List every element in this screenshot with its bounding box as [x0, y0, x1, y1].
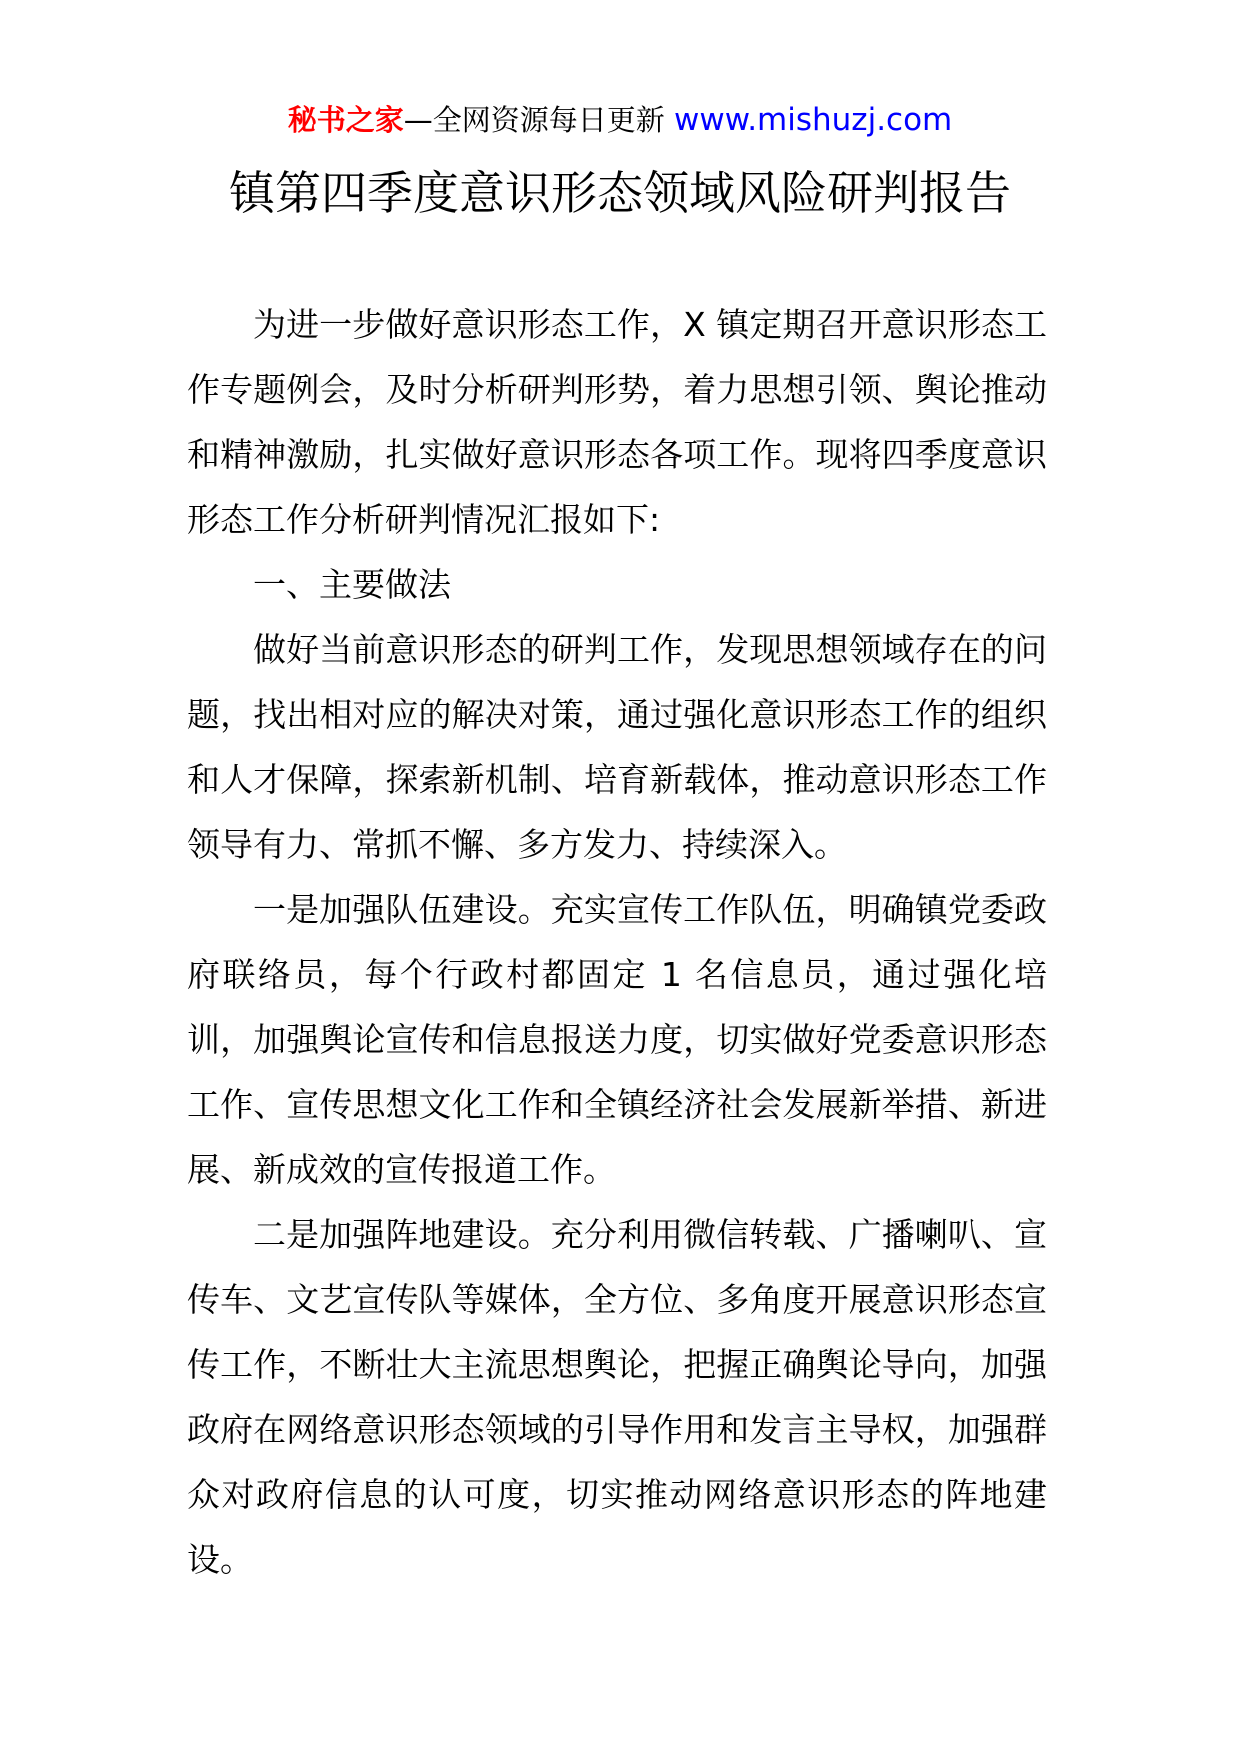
paragraph-platform-building: 二是加强阵地建设。充分利用微信转载、广播喇叭、宣传车、文艺宣传队等媒体，全方位、多角度开展意识形态宣传工作，不断壮大主流思想舆论，把握正确舆论导向，加强政府在网络意识形态领域的引导作用和发言主导权，加强群众对政府信息的认可度，切实推动网络意识形态的阵地建设。 [187, 1215, 1047, 1579]
document-title: 镇第四季度意识形态领域风险研判报告 [229, 166, 1011, 220]
site-header [0, 100, 1240, 140]
document-body [187, 292, 1047, 1592]
paragraph-intro: 为进一步做好意识形态工作，X 镇定期召开意识形态工作专题例会，及时分析研判形势，着力思想引领、舆论推动和精神激励，扎实做好意识形态各项工作。现将四季度意识形态工作分析研判情况汇报如下: [187, 305, 1047, 539]
paragraph-overview: 做好当前意识形态的研判工作，发现思想领域存在的问题，找出相对应的解决对策，通过强化意识形态工作的组织和人才保障，探索新机制、培育新载体，推动意识形态工作领导有力、常抓不懈、多方发力、持续深入。 [187, 630, 1047, 864]
paragraph-team-building: 一是加强队伍建设。充实宣传工作队伍，明确镇党委政府联络员，每个行政村都固定 1 名信息员，通过强化培训，加强舆论宣传和信息报送力度，切实做好党委意识形态工作、宣传思想文化工作和全镇经济社会发展新举措、新进展、新成效的宣传报道工作。 [187, 890, 1047, 1189]
brand-name: 秘书之家 [287, 103, 404, 137]
site-url: www.mishuzj.com [673, 102, 953, 138]
section-heading-main-practices: 一、主要做法 [253, 565, 451, 604]
site-tagline: —全网资源每日更新 [403, 103, 665, 137]
